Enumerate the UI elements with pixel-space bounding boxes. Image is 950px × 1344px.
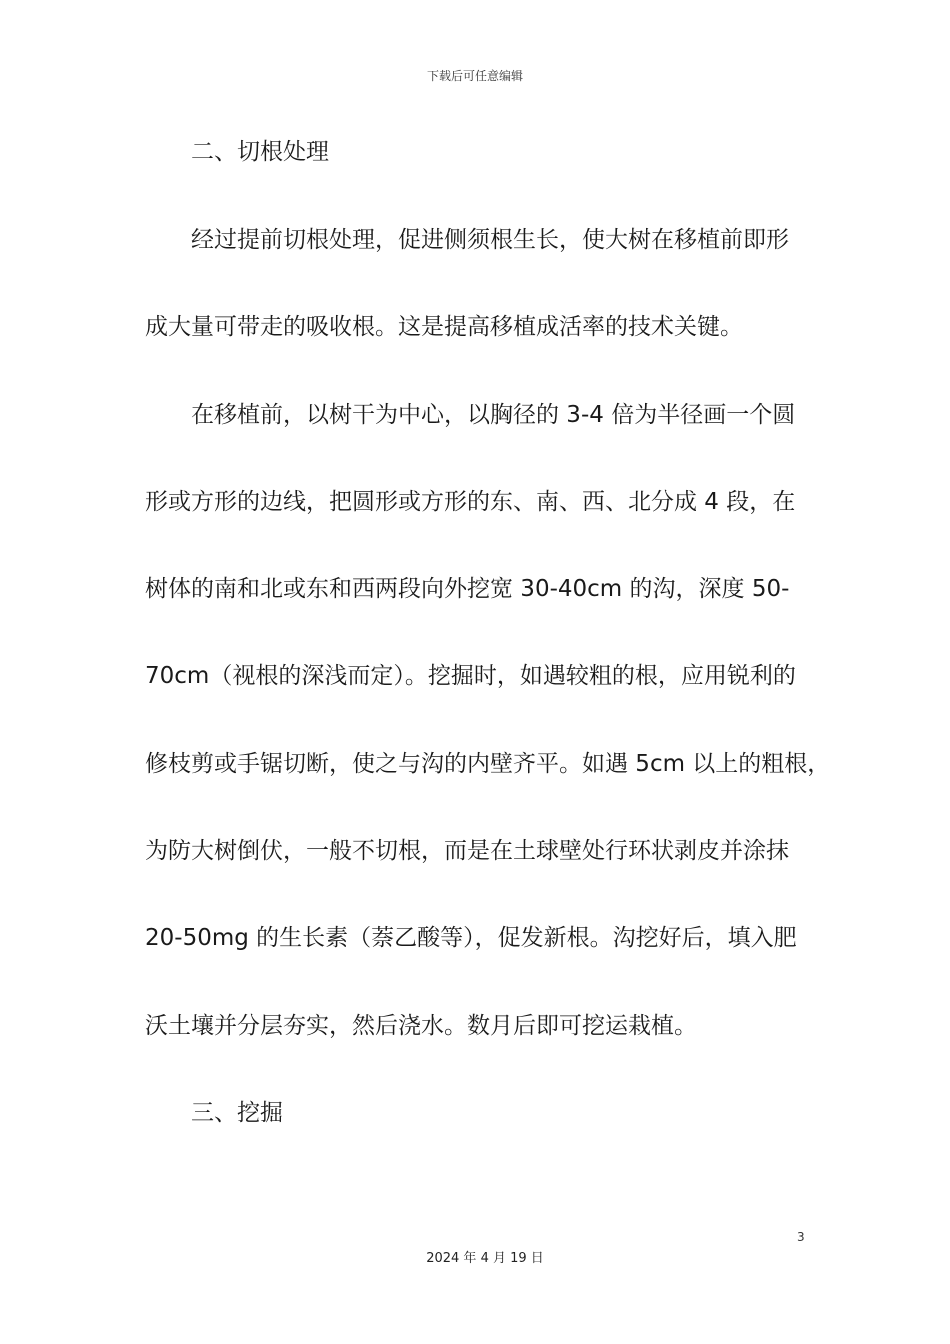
paragraph-line: 树体的南和北或东和西两段向外挖宽 30-40cm 的沟，深度 50- bbox=[145, 576, 790, 602]
section-heading: 三、挖掘 bbox=[191, 1100, 283, 1126]
page-number: 3 bbox=[797, 1230, 805, 1244]
paragraph-line: 20-50mg 的生长素（萘乙酸等），促发新根。沟挖好后，填入肥 bbox=[145, 925, 797, 951]
paragraph-line: 沃土壤并分层夯实，然后浇水。数月后即可挖运栽植。 bbox=[145, 1013, 697, 1039]
paragraph-line: 在移植前，以树干为中心，以胸径的 3-4 倍为半径画一个圆 bbox=[191, 402, 796, 428]
header-note: 下载后可任意编辑 bbox=[426, 69, 523, 83]
paragraph-line: 修枝剪或手锯切断，使之与沟的内壁齐平。如遇 5cm 以上的粗根， bbox=[145, 751, 831, 777]
paragraph-line: 成大量可带走的吸收根。这是提高移植成活率的技术关键。 bbox=[145, 314, 743, 340]
section-heading: 二、切根处理 bbox=[191, 139, 329, 165]
paragraph-line: 为防大树倒伏，一般不切根，而是在土球壁处行环状剥皮并涂抹 bbox=[145, 838, 789, 864]
paragraph-line: 形或方形的边线，把圆形或方形的东、南、西、北分成 4 段，在 bbox=[145, 489, 796, 515]
footer-date: 2024 年 4 月 19 日 bbox=[426, 1251, 544, 1266]
paragraph-line: 70cm（视根的深浅而定）。挖掘时，如遇较粗的根，应用锐利的 bbox=[145, 663, 796, 689]
paragraph-line: 经过提前切根处理，促进侧须根生长，使大树在移植前即形 bbox=[191, 227, 789, 253]
